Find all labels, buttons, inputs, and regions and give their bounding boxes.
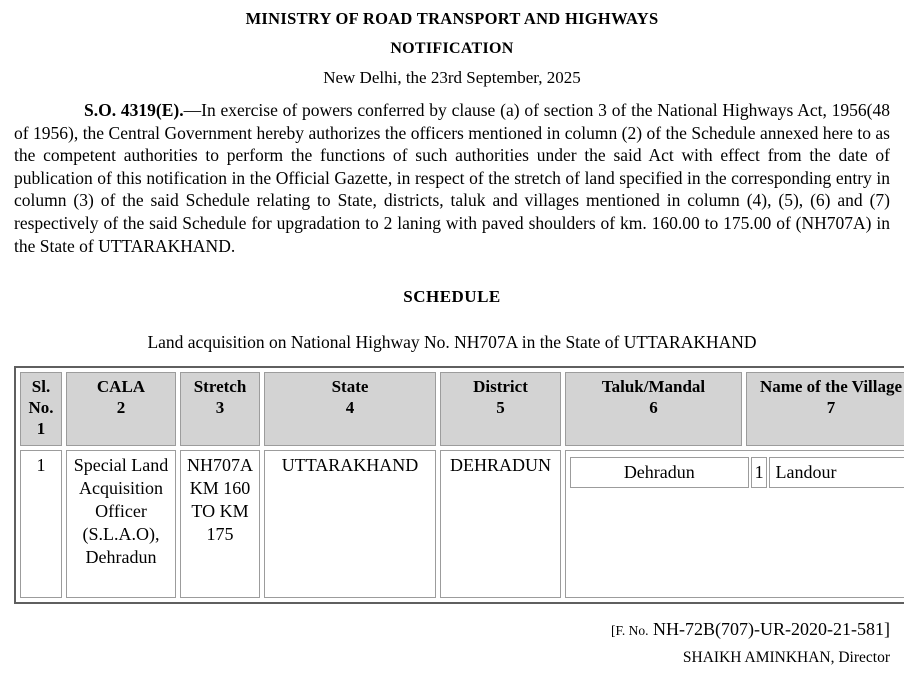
- notification-paragraph: [14, 99, 890, 257]
- cell-taluk: Dehradun: [570, 457, 749, 488]
- header-cala-label: CALA: [96, 377, 146, 397]
- so-number: S.O. 4319(E).: [84, 100, 184, 120]
- taluk-village-table: [568, 455, 904, 490]
- schedule-subtitle: Land acquisition on National Highway No. NH707A in the State of UTTARAKHAND: [147, 332, 757, 353]
- header-state-number: 4: [345, 398, 355, 418]
- ministry-title: MINISTRY OF ROAD TRANSPORT AND HIGHWAYS: [245, 9, 659, 28]
- schedule-table: [14, 366, 904, 604]
- header-taluk-mandal: [565, 372, 742, 446]
- schedule-heading: SCHEDULE: [403, 287, 501, 307]
- cell-stretch: NH707A KM 160 TO KM 175: [180, 450, 260, 598]
- header-village-name-number: 7: [826, 398, 836, 418]
- header-stretch-number: 3: [215, 398, 225, 418]
- cell-cala: Special Land Acquisition Officer (S.L.A.O), Dehradun: [66, 450, 176, 598]
- cell-village-name: Landour: [769, 457, 904, 488]
- header-village-name: [746, 372, 904, 446]
- header-state: [264, 372, 436, 446]
- cell-village-serial: 1: [751, 457, 768, 488]
- header-sl-no: [20, 372, 62, 446]
- header-taluk-mandal-label: Taluk/Mandal: [601, 377, 706, 397]
- cell-district: DEHRADUN: [440, 450, 561, 598]
- file-number-label: [F. No.: [610, 623, 649, 639]
- table-row: [20, 450, 904, 598]
- signatory-line: SHAIKH AMINKHAN, Director: [682, 649, 890, 667]
- header-village-name-label: Name of the Village: [759, 377, 903, 397]
- dateline: New Delhi, the 23rd September, 2025: [323, 68, 581, 87]
- taluk-village-row: [570, 457, 904, 488]
- header-taluk-mandal-number: 6: [649, 398, 658, 418]
- header-stretch-label: Stretch: [193, 377, 247, 397]
- header-district-number: 5: [496, 398, 505, 418]
- header-district-label: District: [473, 377, 528, 397]
- cell-taluk-village: [565, 450, 904, 598]
- header-cala-number: 2: [116, 398, 126, 418]
- cell-state: UTTARAKHAND: [264, 450, 436, 598]
- file-number-line: [14, 619, 890, 640]
- table-header-row: [20, 372, 904, 446]
- file-number-value: NH-72B(707)-UR-2020-21-581]: [653, 619, 890, 640]
- header-stretch: [180, 372, 260, 446]
- header-sl-no-label: Sl. No.: [28, 377, 54, 418]
- header-cala: [66, 372, 176, 446]
- notification-heading: NOTIFICATION: [390, 40, 514, 57]
- cell-sl-no: 1: [20, 450, 62, 598]
- header-district: [440, 372, 561, 446]
- header-state-label: State: [331, 377, 369, 397]
- header-sl-no-number: 1: [36, 419, 46, 439]
- notification-body-text: —In exercise of powers conferred by clause (a) of section 3 of the National Highways Act, 1956(48 of 1956), the Central Government hereby authorizes the officers mentioned in column (2) of the Schedule annexed here to as the competent authorities to perform the functions of such authorities under the said Act with effect from the date of publication of this notification in the Official Gazette, in respect of the stretch of land specified in the corresponding entry in column (3) of the said Schedule relating to State, districts, taluk and villages mentioned in column (4), (5), (6) and (7) respectively of the said Schedule for upgradation to 2 laning with paved shoulders of km. 160.00 to 175.00 of (NH707A) in the State of UTTARAKHAND.: [14, 100, 890, 256]
